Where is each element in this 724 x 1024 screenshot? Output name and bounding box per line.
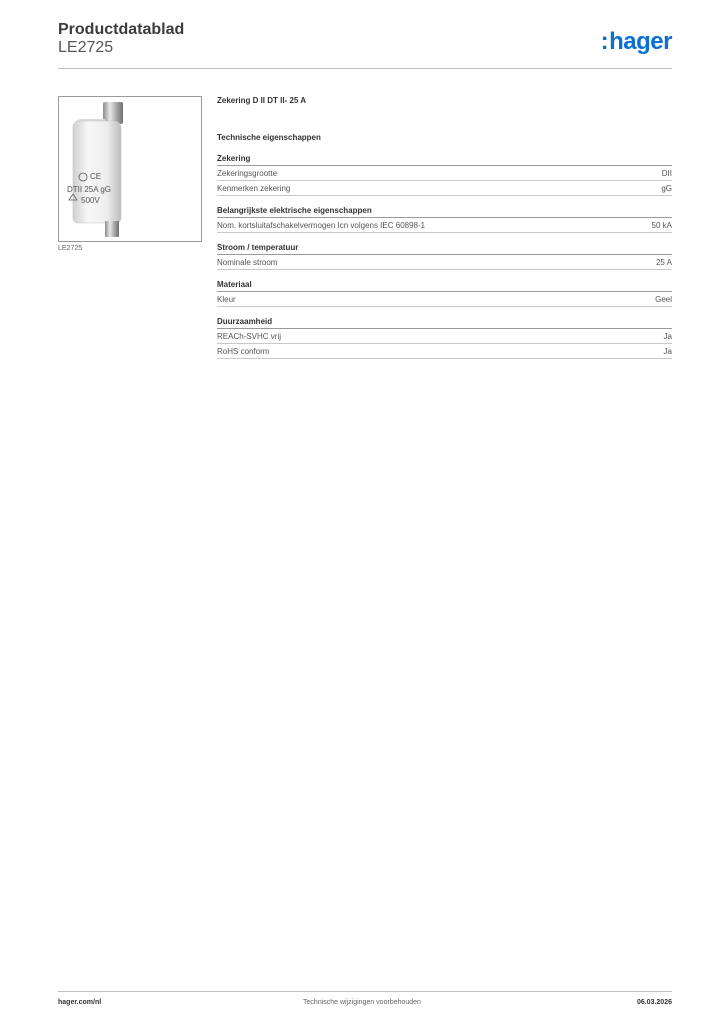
spec-row xyxy=(217,218,672,233)
product-name: Zekering D II DT II- 25 A xyxy=(217,96,307,105)
spec-row xyxy=(217,255,672,270)
fuse-marking-voltage: 500V xyxy=(81,196,100,205)
spec-group-stroom xyxy=(217,243,672,270)
spec-row xyxy=(217,181,672,196)
spec-label: REACh-SVHC vrij xyxy=(217,332,282,341)
spec-value: 50 kA xyxy=(651,221,672,230)
product-code: LE2725 xyxy=(58,39,114,56)
spec-value: Ja xyxy=(663,332,672,341)
spec-label: RoHS conform xyxy=(217,347,270,356)
group-title: Duurzaamheid xyxy=(217,317,672,329)
spec-group-zekering xyxy=(217,154,672,196)
group-title: Zekering xyxy=(217,154,672,166)
footer-date: 06.03.2026 xyxy=(636,999,672,1006)
header-divider xyxy=(58,68,672,69)
spec-content xyxy=(217,96,672,369)
spec-value: Ja xyxy=(663,347,672,356)
spec-value: gG xyxy=(661,184,672,193)
spec-value: Geel xyxy=(655,295,672,304)
page-title: Productdatablad xyxy=(58,21,185,38)
group-title: Materiaal xyxy=(217,280,672,292)
spec-heading: Technische eigenschappen xyxy=(217,133,321,142)
group-title: Stroom / temperatuur xyxy=(217,243,672,255)
spec-label: Zekeringsgrootte xyxy=(217,169,278,178)
spec-label: Nominale stroom xyxy=(217,258,278,267)
spec-value: DII xyxy=(661,169,672,178)
footer-website-link[interactable]: hager.com/nl xyxy=(58,999,102,1006)
spec-label: Nom. kortsluitafschakelvermogen Icn volgens IEC 60898-1 xyxy=(217,221,426,230)
spec-group-materiaal xyxy=(217,280,672,307)
spec-row xyxy=(217,329,672,344)
group-title: Belangrijkste elektrische eigenschappen xyxy=(217,206,672,218)
footer-disclaimer: Technische wijzigingen voorbehouden xyxy=(303,999,421,1006)
spec-label: Kleur xyxy=(217,295,236,304)
spec-value: 25 A xyxy=(655,258,672,267)
image-caption: LE2725 xyxy=(58,245,83,252)
fuse-marking-rating: DTII 25A gG xyxy=(67,185,112,194)
product-image xyxy=(58,96,202,242)
spec-row xyxy=(217,166,672,181)
fuse-top-cap xyxy=(103,102,123,124)
spec-group-duurzaamheid xyxy=(217,317,672,359)
ce-mark: CE xyxy=(90,172,102,181)
fuse-bottom-contact xyxy=(105,221,119,237)
footer-divider xyxy=(58,991,672,992)
spec-row xyxy=(217,292,672,307)
fuse-illustration xyxy=(59,97,201,241)
spec-row xyxy=(217,344,672,359)
spec-label: Kenmerken zekering xyxy=(217,184,291,193)
spec-group-elektrisch xyxy=(217,206,672,233)
brand-name: hager xyxy=(609,28,672,55)
hager-logo: :hager xyxy=(600,28,672,55)
